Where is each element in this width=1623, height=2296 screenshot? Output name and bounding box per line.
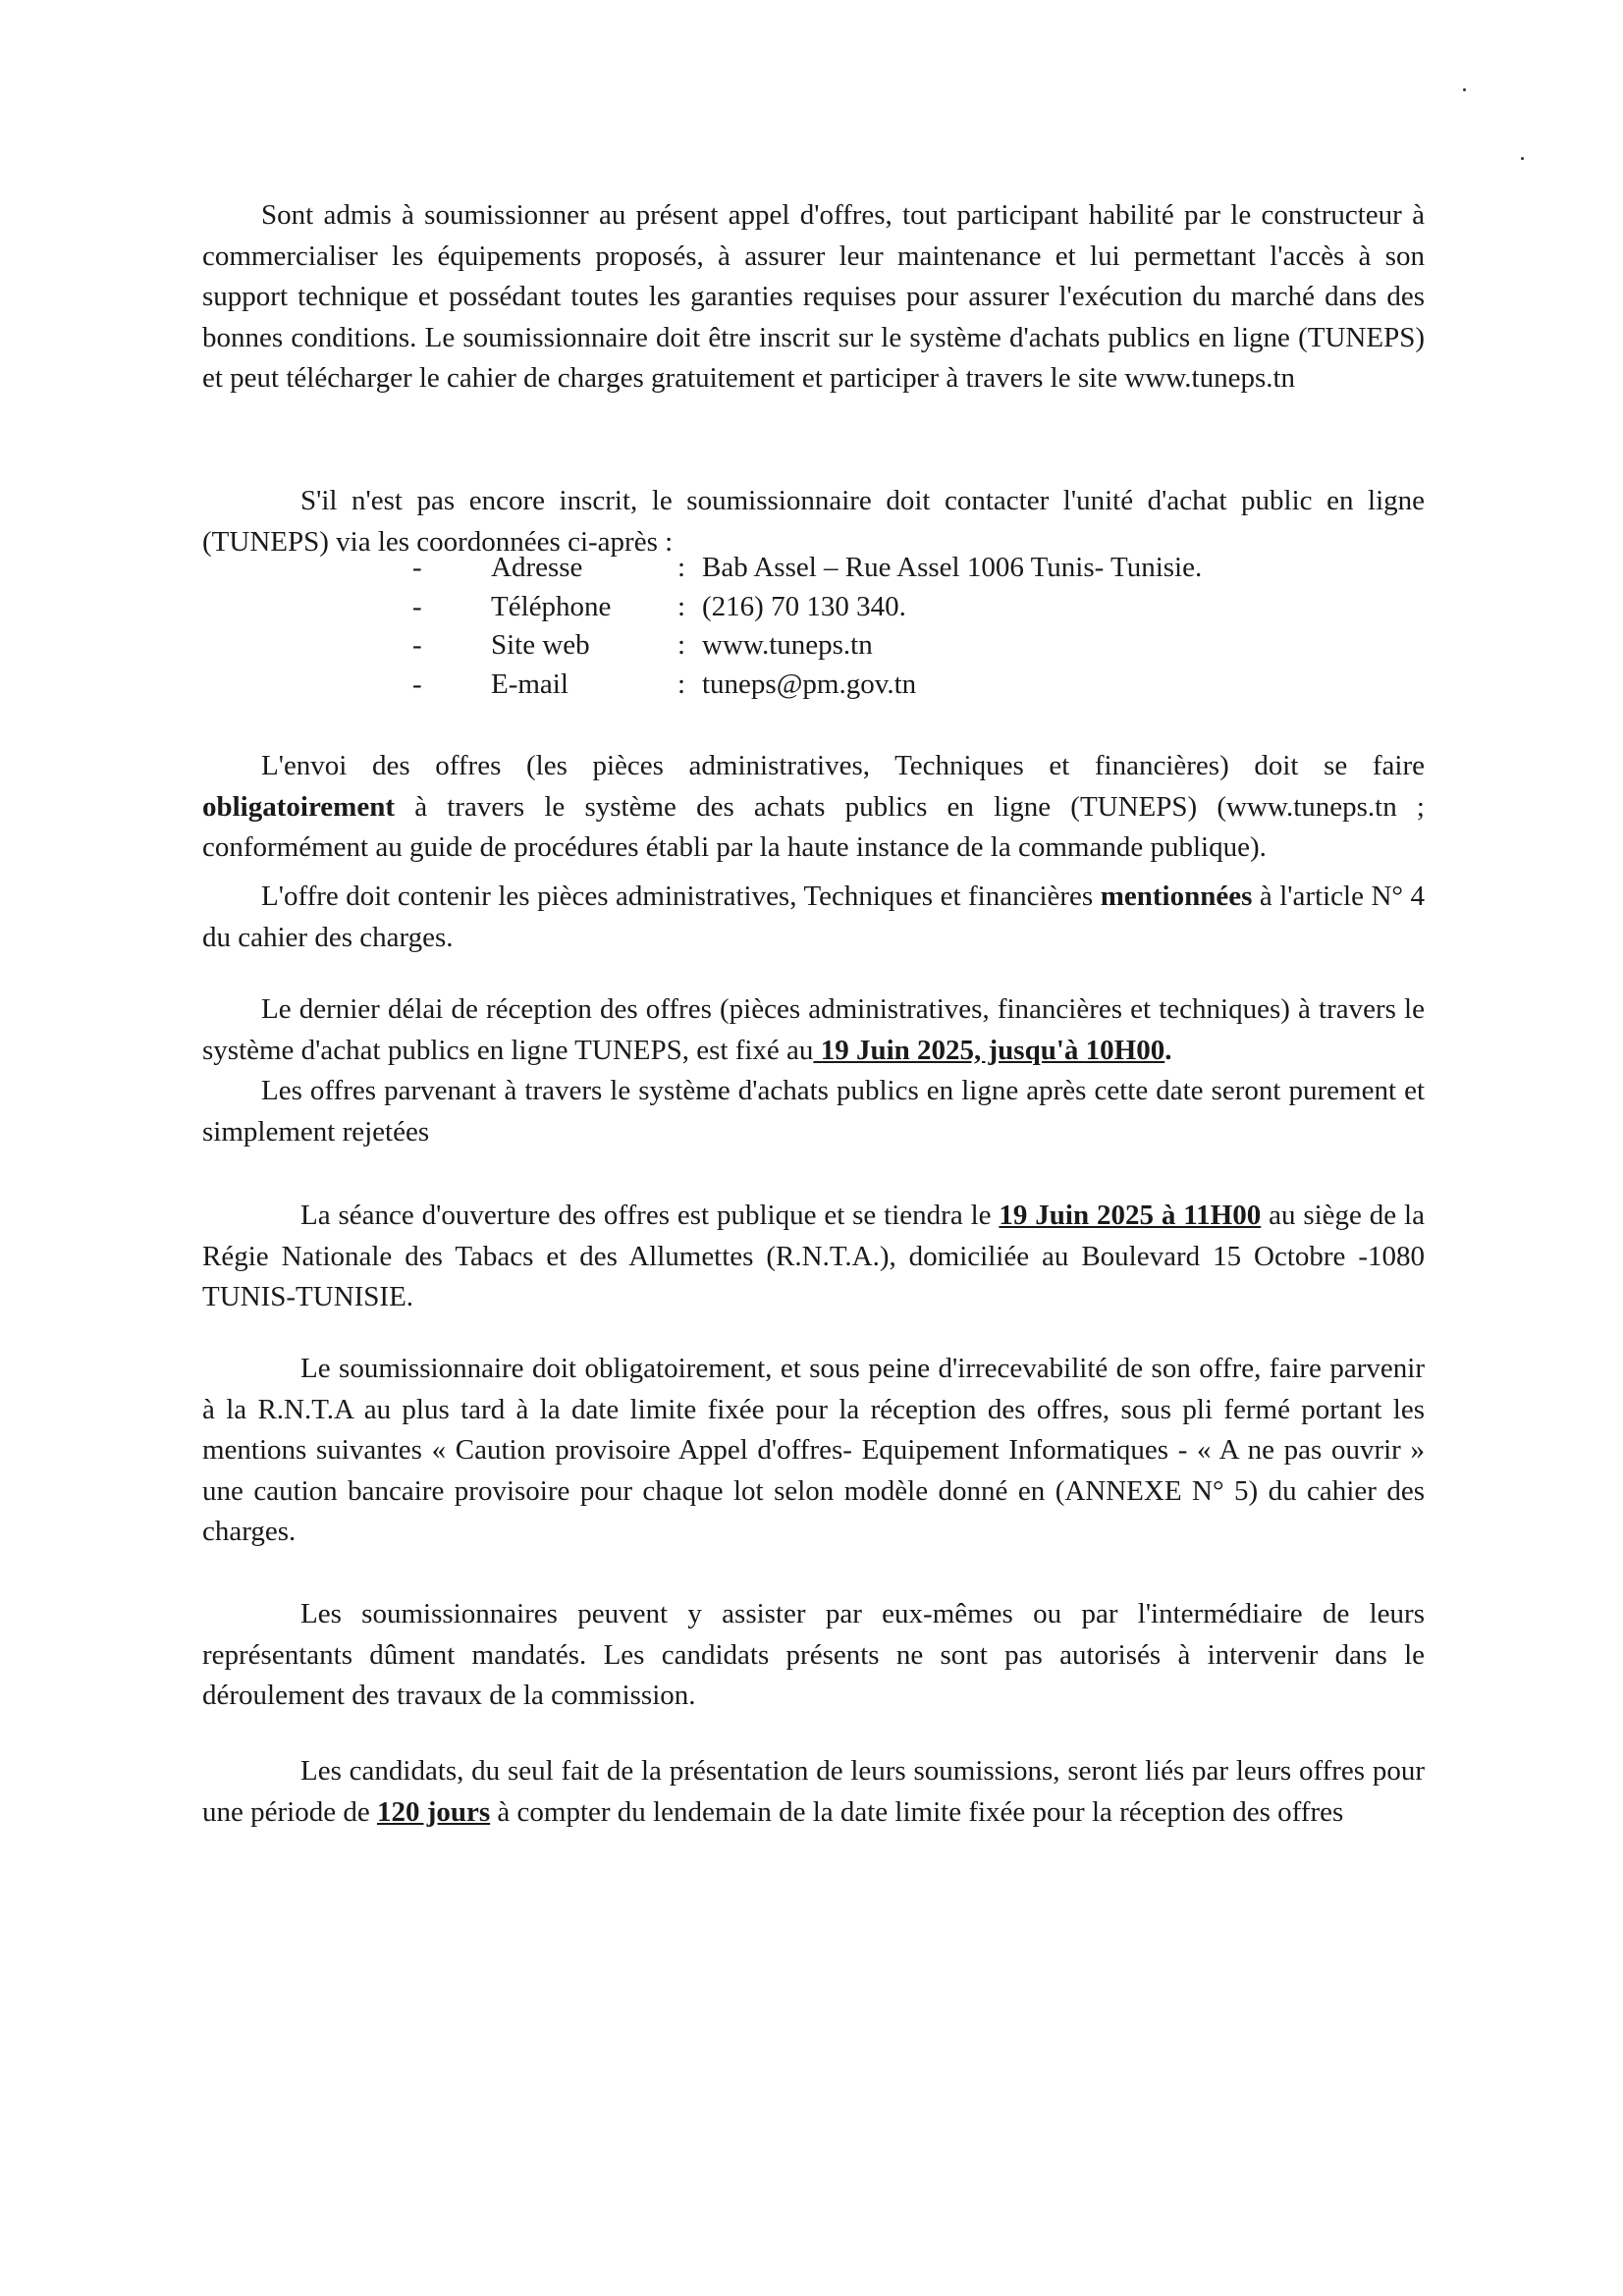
contact-separator: : (677, 552, 686, 583)
contact-label: Adresse (491, 552, 583, 583)
list-dash: - (412, 552, 422, 583)
caution-paragraph (202, 1349, 1425, 1553)
contact-row-telephone (412, 588, 1202, 627)
validite-text (202, 1751, 1425, 1833)
assister-text: Les soumissionnaires peuvent y assister par eux-mêmes ou par l'intermédiaire de leurs représentants dûment mandatés. Les candidats présents ne sont pas autorisés à intervenir dans le déroulement des travaux de la commission. (202, 1598, 1425, 1711)
intro-text: Sont admis à soumissionner au présent appel d'offres, tout participant habilité par le constructeur à commercialiser les équipements proposés, à assurer leur maintenance et lui permettant l'accès à son support technique et possédant toutes les garanties requises pour assurer l'exécution du marché dans des bonnes conditions. Le soumissionnaire doit être inscrit sur le système d'achats publics en ligne (TUNEPS) et peut télécharger le cahier de charges gratuitement et participer à travers le site www.tuneps.tn (202, 199, 1425, 394)
contact-list (412, 549, 1202, 704)
caution-text: Le soumissionnaire doit obligatoirement, et sous peine d'irrecevabilité de son offre, faire parvenir à la R.N.T.A au plus tard à la date limite fixée pour la réception des offres, sous pli fermé portant les mentions suivantes « Caution provisoire Appel d'offres- Equipement Informatiques - « A ne pas ouvrir » une caution bancaire provisoire pour chaque lot selon modèle donné en (ANNEXE N° 5) du cahier des charges. (202, 1353, 1425, 1547)
envoi-text-before: L'envoi des offres (les pièces administratives, Techniques et financières) doit se faire (261, 750, 1425, 781)
intro-paragraph (202, 195, 1425, 400)
contact-separator: : (677, 629, 686, 661)
list-dash: - (412, 590, 422, 622)
contact-value: tuneps@pm.gov.tn (702, 667, 917, 700)
contact-label: E-mail (491, 667, 568, 700)
seance-date: 19 Juin 2025 à 11H00 (999, 1200, 1262, 1231)
list-dash: - (412, 629, 422, 661)
seance-paragraph (202, 1196, 1425, 1318)
envoi-paragraph (202, 746, 1425, 869)
offre-text-after: à l'article N° 4 du cahier des charges. (202, 881, 1426, 953)
offre-text (202, 877, 1425, 958)
validite-paragraph (202, 1751, 1425, 1833)
envoi-text (202, 746, 1425, 869)
contact-row-adresse (412, 549, 1202, 588)
validite-text-after: à compter du lendemain de la date limite fixée pour la réception des offres (490, 1795, 1344, 1828)
contact-value: (216) 70 130 340. (702, 590, 906, 622)
contact-separator: : (677, 590, 686, 622)
offre-paragraph (202, 877, 1425, 958)
contact-value: Bab Assel – Rue Assel 1006 Tunis- Tunisie. (702, 552, 1203, 583)
offre-text-before: L'offre doit contenir les pièces administratives, Techniques et financières (261, 881, 1101, 912)
contact-label: Site web (491, 629, 590, 661)
rejet-text: Les offres parvenant à travers le système d'achats publics en ligne après cette date seront purement et simplement rejetées (202, 1075, 1425, 1148)
offre-bold: mentionnées (1100, 881, 1253, 912)
delai-paragraph (202, 989, 1425, 1152)
seance-text-after: au siège de la Régie Nationale des Tabacs et des Allumettes (R.N.T.A.), domiciliée au Boulevard 15 Octobre -1080 TUNIS-TUNISIE. (202, 1200, 1425, 1312)
contact-separator: : (677, 667, 686, 700)
assister-paragraph (202, 1594, 1425, 1717)
delai-text-before: Le dernier délai de réception des offres (pièces administratives, financières et techniques) à travers le système d'achat publics en ligne TUNEPS, est fixé au (202, 993, 1425, 1066)
seance-text-before: La séance d'ouverture des offres est publique et se tiendra le (300, 1200, 1000, 1231)
contact-row-site-web (412, 626, 1202, 666)
contact-intro-text: S'il n'est pas encore inscrit, le soumissionnaire doit contacter l'unité d'achat public en ligne (TUNEPS) via les coordonnées ci-après : (202, 485, 1425, 558)
scan-speck (1463, 88, 1466, 91)
contact-row-email (412, 666, 1202, 705)
envoi-text-after: à travers le système des achats publics en ligne (TUNEPS) (www.tuneps.tn ; conformément au guide de procédures établi par la haute instance de la commande publique). (202, 790, 1425, 863)
delai-text-after: . (1164, 1034, 1172, 1066)
scan-speck (1521, 157, 1524, 160)
seance-text (202, 1196, 1425, 1318)
validite-period: 120 jours (376, 1795, 491, 1828)
delai-deadline: 19 Juin 2025, jusqu'à 10H00 (813, 1034, 1165, 1066)
validite-text-before: Les candidats, du seul fait de la présentation de leurs soumissions, seront liés par leurs offres pour une période de (202, 1755, 1425, 1828)
list-dash: - (412, 667, 422, 700)
contact-value: www.tuneps.tn (702, 629, 873, 661)
contact-label: Téléphone (491, 590, 612, 622)
delai-text (202, 989, 1425, 1071)
envoi-bold: obligatoirement (202, 790, 395, 823)
